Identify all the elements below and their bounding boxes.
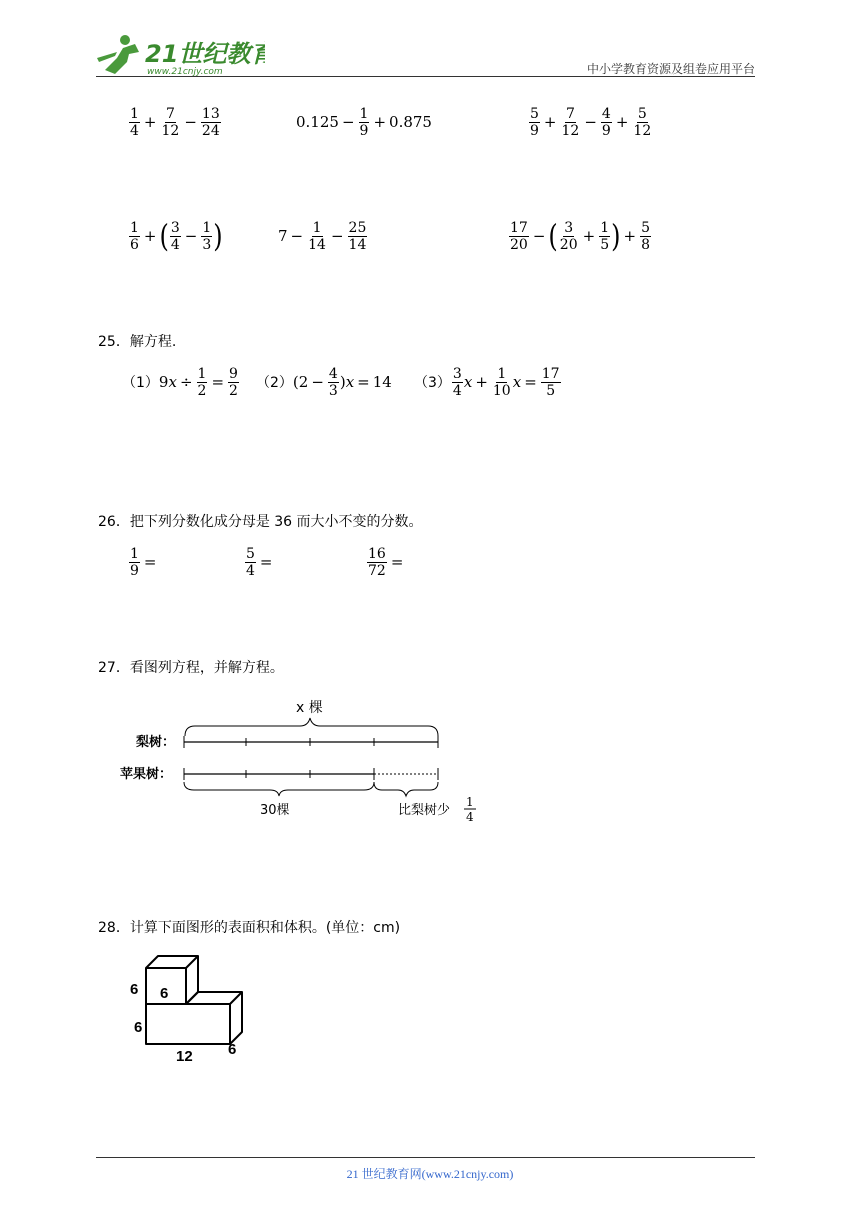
fraction: $\frac{5}{9}$ (530, 105, 539, 139)
fraction-item-2: $\frac{5}{4}$ = (246, 545, 273, 579)
fraction: $\frac{1}{9}$ (359, 105, 369, 139)
footer-divider (96, 1157, 755, 1158)
calc-expression-4: $\frac{1}{6}$ + ( $\frac{3}{4}$ − $\frac{1}{3}$ ) (130, 217, 223, 255)
fraction: $\frac{1}{4}$ (130, 105, 139, 139)
fraction: $\frac{13}{24}$ (201, 105, 220, 139)
question-25-title: 25．解方程. (98, 334, 177, 350)
dim-left-lower: 6 (134, 1019, 143, 1036)
fraction: $\frac{5}{12}$ (633, 105, 652, 139)
fraction: $\frac{4}{3}$ (328, 365, 338, 399)
fraction: $\frac{1}{10}$ (492, 365, 511, 399)
fraction: $\frac{4}{9}$ (601, 105, 611, 139)
logo-url: www.21cnjy.com (147, 67, 223, 77)
calc-expression-3: $\frac{5}{9}$ + $\frac{7}{12}$ − $\frac{4}{9}$ + $\frac{5}{12}$ (530, 105, 652, 139)
line-segment-diagram (110, 690, 500, 830)
fraction: $\frac{1}{14}$ (308, 219, 326, 253)
calc-expression-2: 0.125 − $\frac{1}{9}$ + 0.875 (296, 105, 432, 139)
site-logo (95, 30, 265, 80)
fraction: $\frac{7}{12}$ (561, 105, 580, 139)
fraction: $\frac{25}{14}$ (348, 219, 367, 253)
diagram-row2-label: 苹果树： (120, 767, 173, 782)
fraction: $\frac{3}{20}$ (559, 219, 578, 253)
dim-top-left: 6 (130, 981, 139, 998)
fraction: $\frac{17}{20}$ (510, 219, 528, 253)
logo-title: 21世纪教育 (145, 40, 265, 68)
fraction: $\frac{1}{3}$ (202, 219, 212, 253)
fraction: $\frac{5}{4}$ (246, 545, 255, 579)
fraction: $\frac{16}{72}$ (368, 545, 386, 579)
fraction: $\frac{1}{2}$ (197, 365, 207, 399)
equation-3: （3） $\frac{3}{4}$ x + $\frac{1}{10}$ x = $\frac{17}{5}$ (414, 365, 560, 399)
diagram-frac-num: 1 (466, 795, 474, 809)
question-26-title: 26．把下列分数化成分母是 36 而大小不变的分数。 (98, 514, 423, 530)
footer-link[interactable]: 21 世纪教育网(www.21cnjy.com) (346, 1167, 514, 1181)
calc-expression-6: $\frac{17}{20}$ − ( $\frac{3}{20}$ + $\frac{1}{5}$ ) + $\frac{5}{8}$ (510, 217, 650, 255)
equation-1: （1） 9x ÷ $\frac{1}{2}$ = $\frac{9}{2}$ (122, 365, 238, 399)
solid-figure (122, 948, 252, 1068)
fraction-item-3: $\frac{16}{72}$ = (368, 545, 404, 579)
diagram-row1-label: 梨树： (136, 735, 176, 750)
fraction-item-1: $\frac{1}{9}$ = (130, 545, 157, 579)
fraction: $\frac{9}{2}$ (229, 365, 238, 399)
fraction: $\frac{17}{5}$ (541, 365, 560, 399)
fraction: $\frac{1}{9}$ (130, 545, 139, 579)
equation-2: （2） (2 − $\frac{4}{3}$ )x = 14 (256, 365, 392, 399)
question-27-title: 27．看图列方程，并解方程。 (98, 660, 284, 676)
calc-expression-1: $\frac{1}{4}$ + $\frac{7}{12}$ − $\frac{13}{24}$ (130, 105, 220, 139)
diagram-top-label: x 棵 (296, 700, 323, 716)
fraction: $\frac{1}{5}$ (600, 219, 610, 253)
fraction: $\frac{3}{4}$ (452, 365, 462, 399)
dim-bottom: 12 (176, 1048, 193, 1065)
calc-expression-5: 7 − $\frac{1}{14}$ − $\frac{25}{14}$ (278, 219, 367, 253)
dim-right: 6 (228, 1041, 237, 1058)
header-title: 中小学教育资源及组卷应用平台 (586, 62, 755, 76)
fraction: $\frac{7}{12}$ (161, 105, 180, 139)
diagram-frac-den: 4 (466, 810, 474, 824)
fraction: $\frac{3}{4}$ (170, 219, 180, 253)
diagram-bottom-right-label: 比梨树少 (398, 803, 451, 818)
question-28-title: 28．计算下面图形的表面积和体积。(单位：cm) (98, 920, 401, 936)
fraction: $\frac{5}{8}$ (641, 219, 650, 253)
dim-top-face: 6 (160, 985, 169, 1002)
fraction: $\frac{1}{6}$ (130, 219, 139, 253)
diagram-bottom-left-label: 30棵 (260, 803, 290, 818)
header-divider (96, 76, 755, 77)
